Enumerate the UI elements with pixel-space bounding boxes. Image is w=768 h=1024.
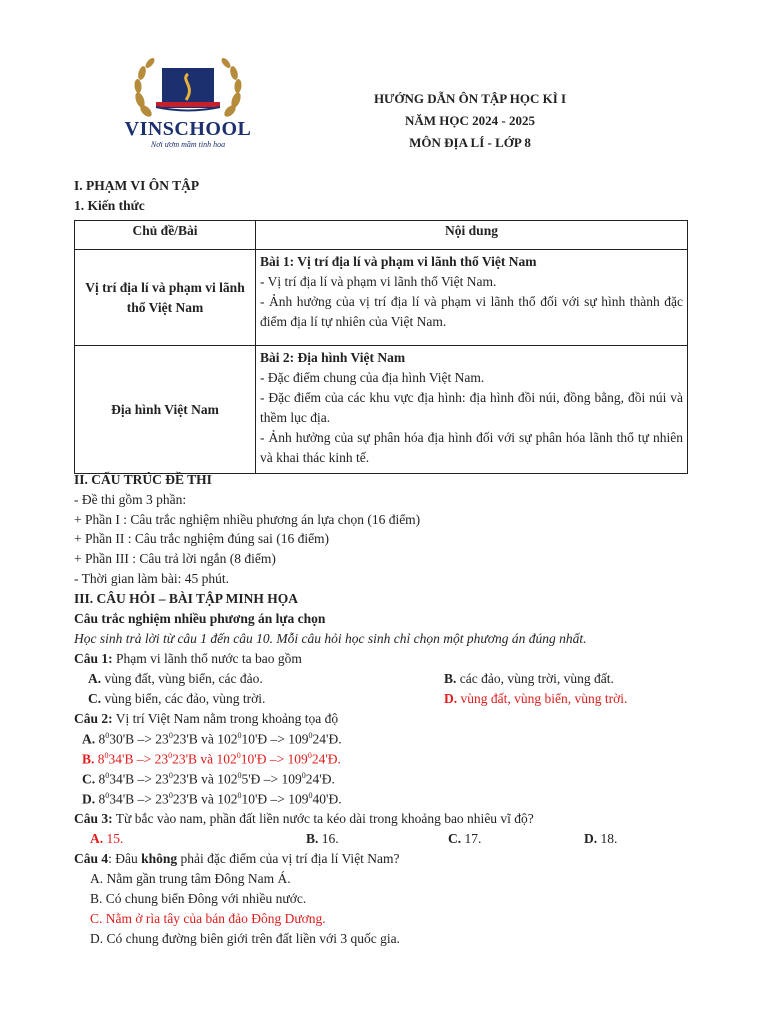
degree-sup: 0 <box>168 731 173 740</box>
option-key: D. <box>444 691 458 706</box>
option-key: B. <box>82 751 95 767</box>
option-text: 17. <box>461 831 482 846</box>
content-point: - Vị trí địa lí và phạm vi lãnh thổ Việt Nam. <box>260 274 497 289</box>
question-label: Câu 1: <box>74 651 113 666</box>
question-text: : Đâu <box>108 851 142 866</box>
option-key: C. <box>448 831 462 846</box>
degree-sup: 0 <box>168 771 173 780</box>
coord-text: 10'Đ –> 109 <box>240 751 308 767</box>
option-key: C. <box>82 771 96 787</box>
option-text: 18. <box>597 831 618 846</box>
document-header <box>300 88 640 154</box>
degree-sup: 0 <box>307 751 312 760</box>
header-line-3: MÔN ĐỊA LÍ - LỚP 8 <box>409 135 531 150</box>
option-text: 16. <box>318 831 339 846</box>
section-1-title: I. PHẠM VI ÔN TẬP <box>74 178 200 193</box>
option-key: D. <box>82 791 96 807</box>
table-header-content: Nội dung <box>256 221 688 250</box>
coord-text: 24'Đ. <box>311 751 341 767</box>
question-1 <box>74 651 302 667</box>
section-2-title: II. CẤU TRÚC ĐỀ THI <box>74 472 212 487</box>
content-point: - Đặc điểm của các khu vực địa hình: địa hình đồi núi, đồng bằng, đồi núi và thềm lục địa. <box>260 390 683 425</box>
degree-sup: 0 <box>237 791 242 800</box>
question-text: Vị trí Việt Nam nằm trong khoảng tọa độ <box>112 711 339 726</box>
table-cell-topic: Địa hình Việt Nam <box>75 346 256 474</box>
coord-text: 8 <box>94 751 105 767</box>
content-point: - Ảnh hưởng của vị trí địa lí và phạm vi lãnh thổ đối với sự hình thành đặc điểm địa lí tự nhiên của Việt Nam. <box>260 294 683 329</box>
option-text: vùng đất, vùng biển, các đảo. <box>101 671 263 686</box>
q4-option-b[interactable] <box>90 891 306 907</box>
q2-option-c[interactable] <box>82 771 335 788</box>
q1-option-d-correct[interactable] <box>444 691 627 707</box>
degree-sup: 0 <box>105 771 110 780</box>
coord-text: 10'Đ –> 109 <box>241 731 309 747</box>
option-key: D <box>90 931 100 946</box>
option-key: A <box>90 871 100 886</box>
scope-table <box>74 220 688 474</box>
coord-text: 34'B –> 23 <box>108 751 169 767</box>
question-label: Câu 3: <box>74 811 113 826</box>
structure-line: - Đề thi gồm 3 phần: <box>74 492 187 507</box>
degree-sup: 0 <box>236 751 241 760</box>
coord-text: 34'B –> 23 <box>109 791 169 807</box>
q4-option-a[interactable] <box>90 871 291 887</box>
option-text: vùng biển, các đảo, vùng trời. <box>101 691 266 706</box>
question-3 <box>74 811 534 827</box>
table-cell-content <box>256 346 688 474</box>
section-1-subtitle: 1. Kiến thức <box>74 198 145 213</box>
q3-option-b[interactable] <box>306 831 339 847</box>
option-key: A. <box>90 831 104 846</box>
option-text: vùng đất, vùng biển, vùng trời. <box>457 691 628 706</box>
option-key: B. <box>306 831 319 846</box>
coord-text: 23'B và 102 <box>172 751 237 767</box>
coord-text: 8 <box>95 771 106 787</box>
question-label: Câu 2: <box>74 711 113 726</box>
structure-line: + Phần II : Câu trắc nghiệm đúng sai (16 điểm) <box>74 531 330 546</box>
q4-option-d[interactable] <box>90 931 400 947</box>
table-cell-content <box>256 250 688 346</box>
option-key: C. <box>88 691 102 706</box>
degree-sup: 0 <box>168 751 173 760</box>
q3-option-c[interactable] <box>448 831 481 847</box>
coord-text: 30'B –> 23 <box>109 731 169 747</box>
question-text: Từ bắc vào nam, phần đất liền nước ta kéo dài trong khoảng bao nhiêu vĩ độ? <box>112 811 534 826</box>
coord-text: 23'B và 102 <box>172 731 238 747</box>
q2-option-d[interactable] <box>82 791 342 808</box>
lesson-title: Bài 2: Địa hình Việt Nam <box>260 350 406 365</box>
q2-option-b-correct[interactable] <box>82 751 341 768</box>
vinschool-logo <box>126 56 250 152</box>
option-text: 15. <box>103 831 124 846</box>
header-line-1: HƯỚNG DẪN ÔN TẬP HỌC KÌ I <box>373 91 567 106</box>
table-row <box>75 346 688 474</box>
question-4 <box>74 851 400 867</box>
q3-option-d[interactable] <box>584 831 617 847</box>
degree-sup: 0 <box>168 791 173 800</box>
structure-line: + Phần III : Câu trả lời ngắn (8 điểm) <box>74 551 276 566</box>
content-point: - Đặc điểm chung của địa hình Việt Nam. <box>260 370 485 385</box>
degree-sup: 0 <box>237 771 242 780</box>
option-key: B. <box>444 671 457 686</box>
section-3-subtitle: Câu trắc nghiệm nhiều phương án lựa chọn <box>74 611 326 626</box>
degree-sup: 0 <box>104 751 109 760</box>
coord-text: 23'B và 102 <box>172 791 238 807</box>
logo-wordmark: VINSCHOOL <box>124 118 252 140</box>
header-line-2: NĂM HỌC 2024 - 2025 <box>405 113 535 128</box>
degree-sup: 0 <box>308 731 313 740</box>
option-key: A. <box>82 731 96 747</box>
option-key: D. <box>584 831 598 846</box>
option-key: B <box>90 891 100 906</box>
coord-text: 5'Đ –> 109 <box>241 771 302 787</box>
degree-sup: 0 <box>105 791 110 800</box>
question-2 <box>74 711 338 727</box>
section-3-title: III. CÂU HỎI – BÀI TẬP MINH HỌA <box>74 591 299 606</box>
q3-option-a-correct[interactable] <box>90 831 123 847</box>
coord-text: 10'Đ –> 109 <box>241 791 309 807</box>
table-row <box>75 250 688 346</box>
structure-line: + Phần I : Câu trắc nghiệm nhiều phương án lựa chọn (16 điểm) <box>74 512 421 527</box>
coord-text: 23'B và 102 <box>172 771 238 787</box>
option-text: . Có chung đường biên giới trên đất liền với 3 quốc gia. <box>99 931 400 946</box>
coord-text: 8 <box>95 791 106 807</box>
option-key: A. <box>88 671 102 686</box>
table-header-row <box>75 221 688 250</box>
option-key: C <box>90 911 100 926</box>
lesson-title: Bài 1: Vị trí địa lí và phạm vi lãnh thổ Việt Nam <box>260 254 537 269</box>
table-header-topic: Chủ đề/Bài <box>75 221 256 250</box>
coord-text: 40'Đ. <box>312 791 342 807</box>
q1-option-b[interactable] <box>444 671 614 687</box>
instruction-text: Học sinh trả lời từ câu 1 đến câu 10. Mỗi câu hỏi học sinh chỉ chọn một phương án đúng nhất. <box>74 631 587 646</box>
coord-text: 24'Đ. <box>312 731 342 747</box>
content-point: - Ảnh hưởng của sự phân hóa địa hình đối với sự phân hóa lãnh thổ tự nhiên và khai thác kinh tế. <box>260 430 683 465</box>
degree-sup: 0 <box>308 791 313 800</box>
question-text: phải đặc điểm của vị trí địa lí Việt Nam? <box>177 851 400 866</box>
coord-text: 8 <box>95 731 106 747</box>
question-label: Câu 4 <box>74 851 109 866</box>
q2-option-a[interactable] <box>82 731 342 748</box>
option-text: . Có chung biển Đông với nhiều nước. <box>99 891 307 906</box>
question-text: Phạm vi lãnh thổ nước ta bao gồm <box>112 651 302 666</box>
logo-tagline: Nơi ươm mầm tinh hoa <box>150 140 226 149</box>
q4-option-c-correct[interactable] <box>90 911 326 927</box>
option-text: . Nằm ở rìa tây của bán đảo Đông Dương. <box>99 911 326 926</box>
degree-sup: 0 <box>237 731 242 740</box>
option-text: . Nằm gần trung tâm Đông Nam Á. <box>99 871 291 886</box>
q1-option-c[interactable] <box>88 691 265 707</box>
q1-option-a[interactable] <box>88 671 263 687</box>
degree-sup: 0 <box>105 731 110 740</box>
table-cell-topic: Vị trí địa lí và phạm vi lãnh thổ Việt Nam <box>75 250 256 346</box>
coord-text: 34'B –> 23 <box>109 771 169 787</box>
coord-text: 24'Đ. <box>305 771 335 787</box>
question-keyword: không <box>141 851 178 866</box>
structure-line: - Thời gian làm bài: 45 phút. <box>74 571 229 586</box>
option-text: các đảo, vùng trời, vùng đất. <box>456 671 614 686</box>
degree-sup: 0 <box>301 771 306 780</box>
